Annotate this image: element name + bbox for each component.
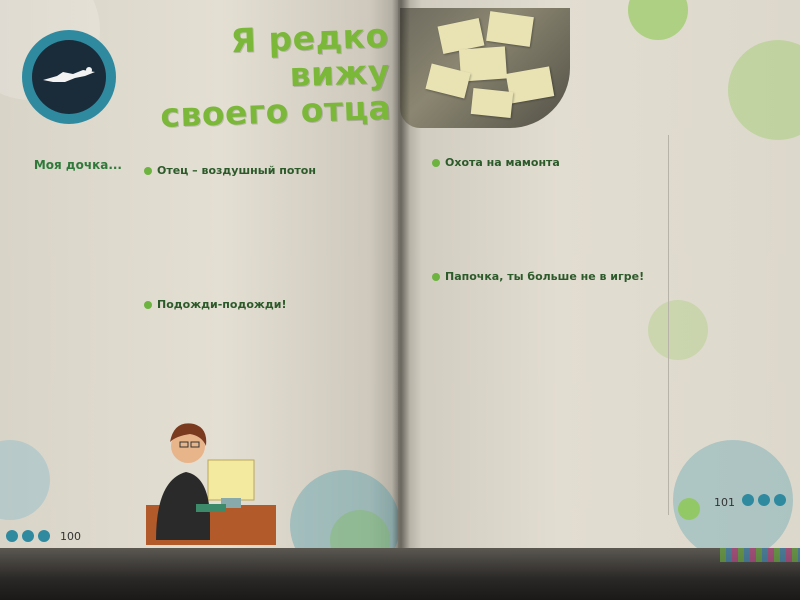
woman-at-computer-illustration: [146, 410, 276, 545]
sticky-note: [486, 11, 534, 47]
decor-circle: [728, 40, 800, 140]
decor-circle: [678, 498, 700, 520]
dot: [758, 494, 770, 506]
dot: [742, 494, 754, 506]
section-heading: [144, 298, 394, 311]
cover-stripe: [720, 548, 800, 562]
bullet-dot-icon: [144, 167, 152, 175]
decor-circle: [648, 300, 708, 360]
column-divider: [668, 135, 669, 515]
section-heading-label: Отец – воздушный потон: [157, 164, 316, 177]
section-mammoth: [432, 156, 660, 173]
book-spine: [392, 0, 410, 560]
page-title: Я редко вижу своего отца: [159, 15, 392, 135]
flying-man-icon-svg: [39, 62, 99, 92]
page-number: 100: [60, 530, 81, 543]
section-wait: [144, 298, 394, 315]
section-heading: [144, 164, 394, 177]
sticky-notes-photo: [400, 8, 570, 128]
sidebar-title: Моя дочка...: [33, 158, 122, 172]
section-heading-label: Подожди-подожди!: [157, 298, 287, 311]
section-heading: [432, 270, 660, 283]
chapter-badge: [22, 30, 116, 124]
decor-circle: [628, 0, 688, 40]
dot: [6, 530, 18, 542]
dot: [22, 530, 34, 542]
bullet-dot-icon: [432, 273, 440, 281]
sticky-note: [471, 88, 513, 118]
page-dots: [6, 530, 50, 542]
left-page: [0, 0, 402, 560]
bullet-dot-icon: [144, 301, 152, 309]
book-edge: [0, 548, 800, 600]
dot: [38, 530, 50, 542]
section-heading-label: Охота на мамонта: [445, 156, 560, 169]
page-dots: [742, 494, 786, 506]
flying-man-icon: [32, 40, 106, 114]
bullet-dot-icon: [432, 159, 440, 167]
section-game: [432, 270, 660, 287]
page-number: 101: [714, 496, 735, 509]
section-air-father: [144, 164, 394, 181]
sticky-note: [506, 66, 555, 103]
section-heading: [432, 156, 660, 169]
section-heading-label: Папочка, ты больше не в игре!: [445, 270, 645, 283]
left-sidebar: [0, 158, 128, 458]
dot: [774, 494, 786, 506]
